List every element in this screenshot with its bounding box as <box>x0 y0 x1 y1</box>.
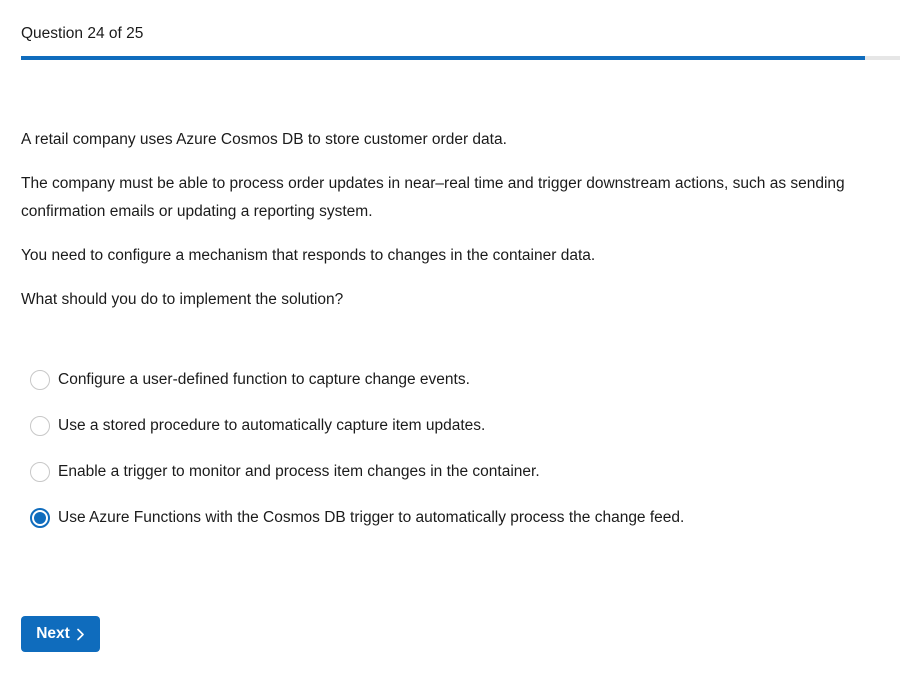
answer-option-label[interactable]: Use a stored procedure to automatically capture item updates. <box>58 417 486 434</box>
next-button[interactable] <box>21 616 100 652</box>
question-paragraph: You need to configure a mechanism that responds to changes in the container data. <box>21 247 596 264</box>
question-body <box>21 126 881 330</box>
answer-option-label[interactable]: Configure a user-defined function to capture change events. <box>58 371 470 388</box>
answer-option-3[interactable] <box>30 460 880 484</box>
answer-option-label[interactable]: Enable a trigger to monitor and process item changes in the container. <box>58 463 540 480</box>
question-paragraph: A retail company uses Azure Cosmos DB to store customer order data. <box>21 131 507 148</box>
next-button-label: Next <box>36 625 70 642</box>
progress-bar <box>21 56 900 60</box>
answer-option-4[interactable] <box>30 506 880 530</box>
question-prompt: What should you do to implement the solution? <box>21 291 344 308</box>
answer-options <box>30 368 880 552</box>
question-counter: Question 24 of 25 <box>21 25 144 42</box>
radio-button[interactable] <box>30 416 50 436</box>
radio-selected-dot <box>34 512 46 524</box>
radio-button[interactable] <box>30 508 50 528</box>
progress-bar-fill <box>21 56 865 60</box>
chevron-right-icon <box>76 628 85 641</box>
radio-button[interactable] <box>30 370 50 390</box>
radio-button[interactable] <box>30 462 50 482</box>
answer-option-1[interactable] <box>30 368 880 392</box>
answer-option-label[interactable]: Use Azure Functions with the Cosmos DB trigger to automatically process the change feed. <box>58 509 685 526</box>
question-paragraph: The company must be able to process order updates in near–real time and trigger downstream actions, such as sending confirmation emails or updating a reporting system. <box>21 175 845 220</box>
answer-option-2[interactable] <box>30 414 880 438</box>
